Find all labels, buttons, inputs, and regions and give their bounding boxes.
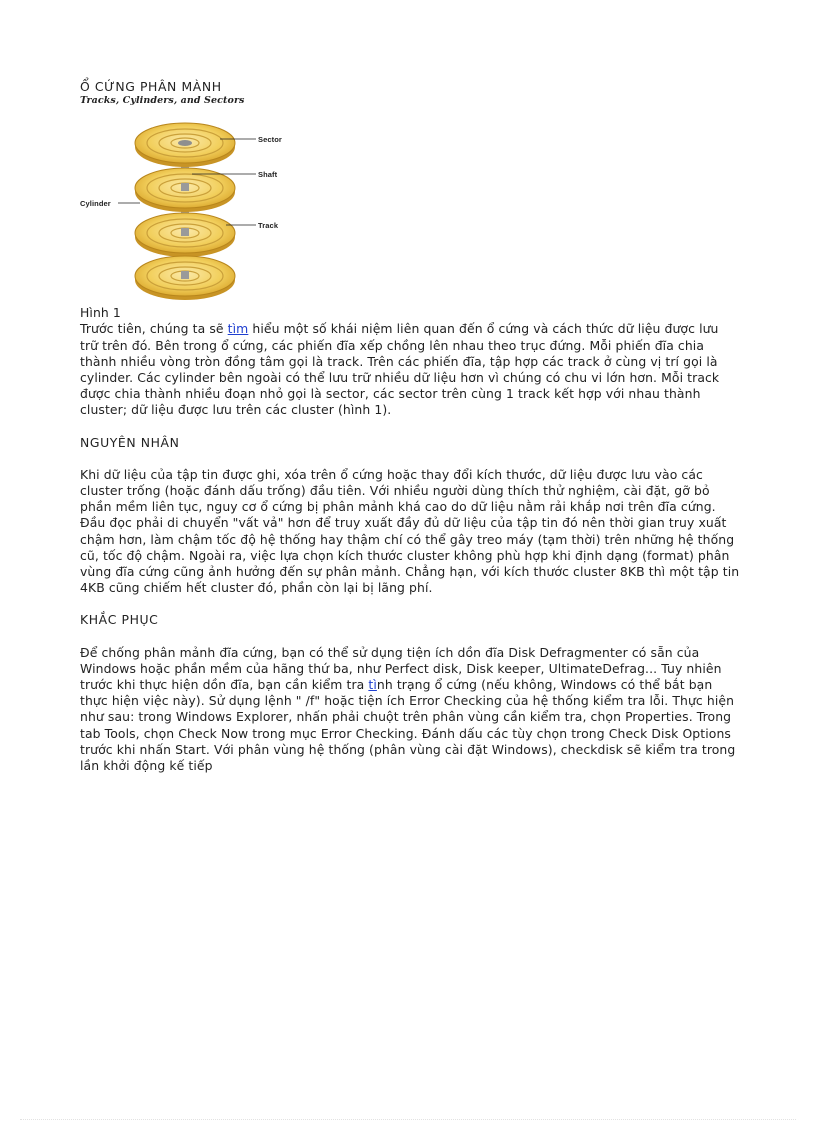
intro-text-start: Trước tiên, chúng ta sẽ xyxy=(80,321,228,337)
section-fix-heading: KHẮC PHỤC xyxy=(80,612,159,628)
intro-paragraph xyxy=(80,321,740,418)
section-fix-body xyxy=(80,645,740,775)
shaft-label: Shaft xyxy=(258,170,278,180)
platter-1 xyxy=(135,123,235,167)
figure-caption: Hình 1 xyxy=(80,305,121,321)
section-cause-heading: NGUYÊN NHÂN xyxy=(80,434,180,450)
fix-text-end: nh trạng ổ cứng (nếu không, Windows có thể bắt bạn thực hiện việc này). Sử dụng lệnh " /f" hoặc tiện ích Error Checking của hệ thống kiểm tra lỗi. Thực hiện như sau: trong Windows Explorer, nhấn phải chuột trên phân vùng cần kiểm tra, chọn Properties. Trong tab Tools, chọn Check Now trong mục Error Checking. Đánh dấu các tùy chọn trong Check Disk Options trước khi nhấn Start. Với phân vùng hệ thống (phân vùng cài đặt Windows), checkdisk sẽ kiểm tra trong lần khởi động kế tiếp xyxy=(80,677,736,774)
platter-3 xyxy=(135,213,235,257)
intro-text-end: hiểu một số khái niệm liên quan đến ổ cứng và cách thức dữ liệu được lưu trữ trên đó. Bên trong ổ cứng, các phiến đĩa xếp chồng lên nhau theo trục đứng. Mỗi phiến đĩa chia thành nhiều vòng tròn đồng tâm gọi là track. Trên các phiến đĩa, tập hợp các track ở cùng vị trí gọi là cylinder. Các cylinder bên ngoài có thể lưu trữ nhiều dữ liệu hơn vì chúng có chu vi lớn hơn. Mỗi track được chia thành nhiều đoạn nhỏ gọi là sector, các sector trên cùng 1 track kết hợp với nhau thành cluster; dữ liệu được lưu trên các cluster (hình 1). xyxy=(80,321,720,418)
platter-2 xyxy=(135,168,235,212)
intro-link[interactable]: tìm xyxy=(227,321,249,337)
section-cause-body: Khi dữ liệu của tập tin được ghi, xóa trên ổ cứng hoặc thay đổi kích thước, dữ liệu được lưu vào các cluster trống (hoặc đánh dấu trống) đầu tiên. Với nhiều người dùng thích thử nghiệm, cài đặt, gỡ bỏ phần mềm liên tục, nguy cơ ổ cứng bị phân mảnh khá cao do dữ liệu nằm rải khắp nơi trên đĩa cứng. Đầu đọc phải di chuyển "vất vả" hơn để truy xuất đầy đủ dữ liệu của tập tin đó nên thời gian truy xuất chậm hơn, làm chậm tốc độ hệ thống hay thậm chí có thể gây treo máy (tạm thời) trên những hệ thống cũ, tốc độ chậm. Ngoài ra, việc lựa chọn kích thước cluster không phù hợp khi định dạng (format) phân vùng đĩa cứng cũng ảnh hưởng đến sự phân mảnh. Chẳng hạn, với kích thước cluster 8KB thì một tập tin 4KB cũng chiếm hết cluster đó, phần còn lại bị lãng phí. xyxy=(80,466,740,596)
figure-title: Tracks, Cylinders, and Sectors xyxy=(80,95,245,107)
fix-text-start: Để chống phân mảnh đĩa cứng, bạn có thể sử dụng tiện ích dồn đĩa Disk Defragmenter có sẵn của Windows hoặc phần mềm của hãng thứ ba, như Perfect disk, Disk keeper, UltimateDefrag... Tuy nhiên trước khi thực hiện dồn đĩa, bạn cần kiểm tra xyxy=(80,644,722,693)
track-label: Track xyxy=(258,221,279,231)
sector-label: Sector xyxy=(258,135,282,145)
cylinder-label: Cylinder xyxy=(80,199,111,209)
platter-4 xyxy=(135,256,235,300)
disk-figure xyxy=(80,113,300,305)
disk-platters-illustration xyxy=(80,113,300,305)
fix-link[interactable]: tì xyxy=(368,677,377,693)
document-title: Ổ CỨNG PHÂN MÀNH xyxy=(80,79,222,94)
document-content xyxy=(80,79,740,774)
page-bottom-divider xyxy=(20,1119,796,1120)
